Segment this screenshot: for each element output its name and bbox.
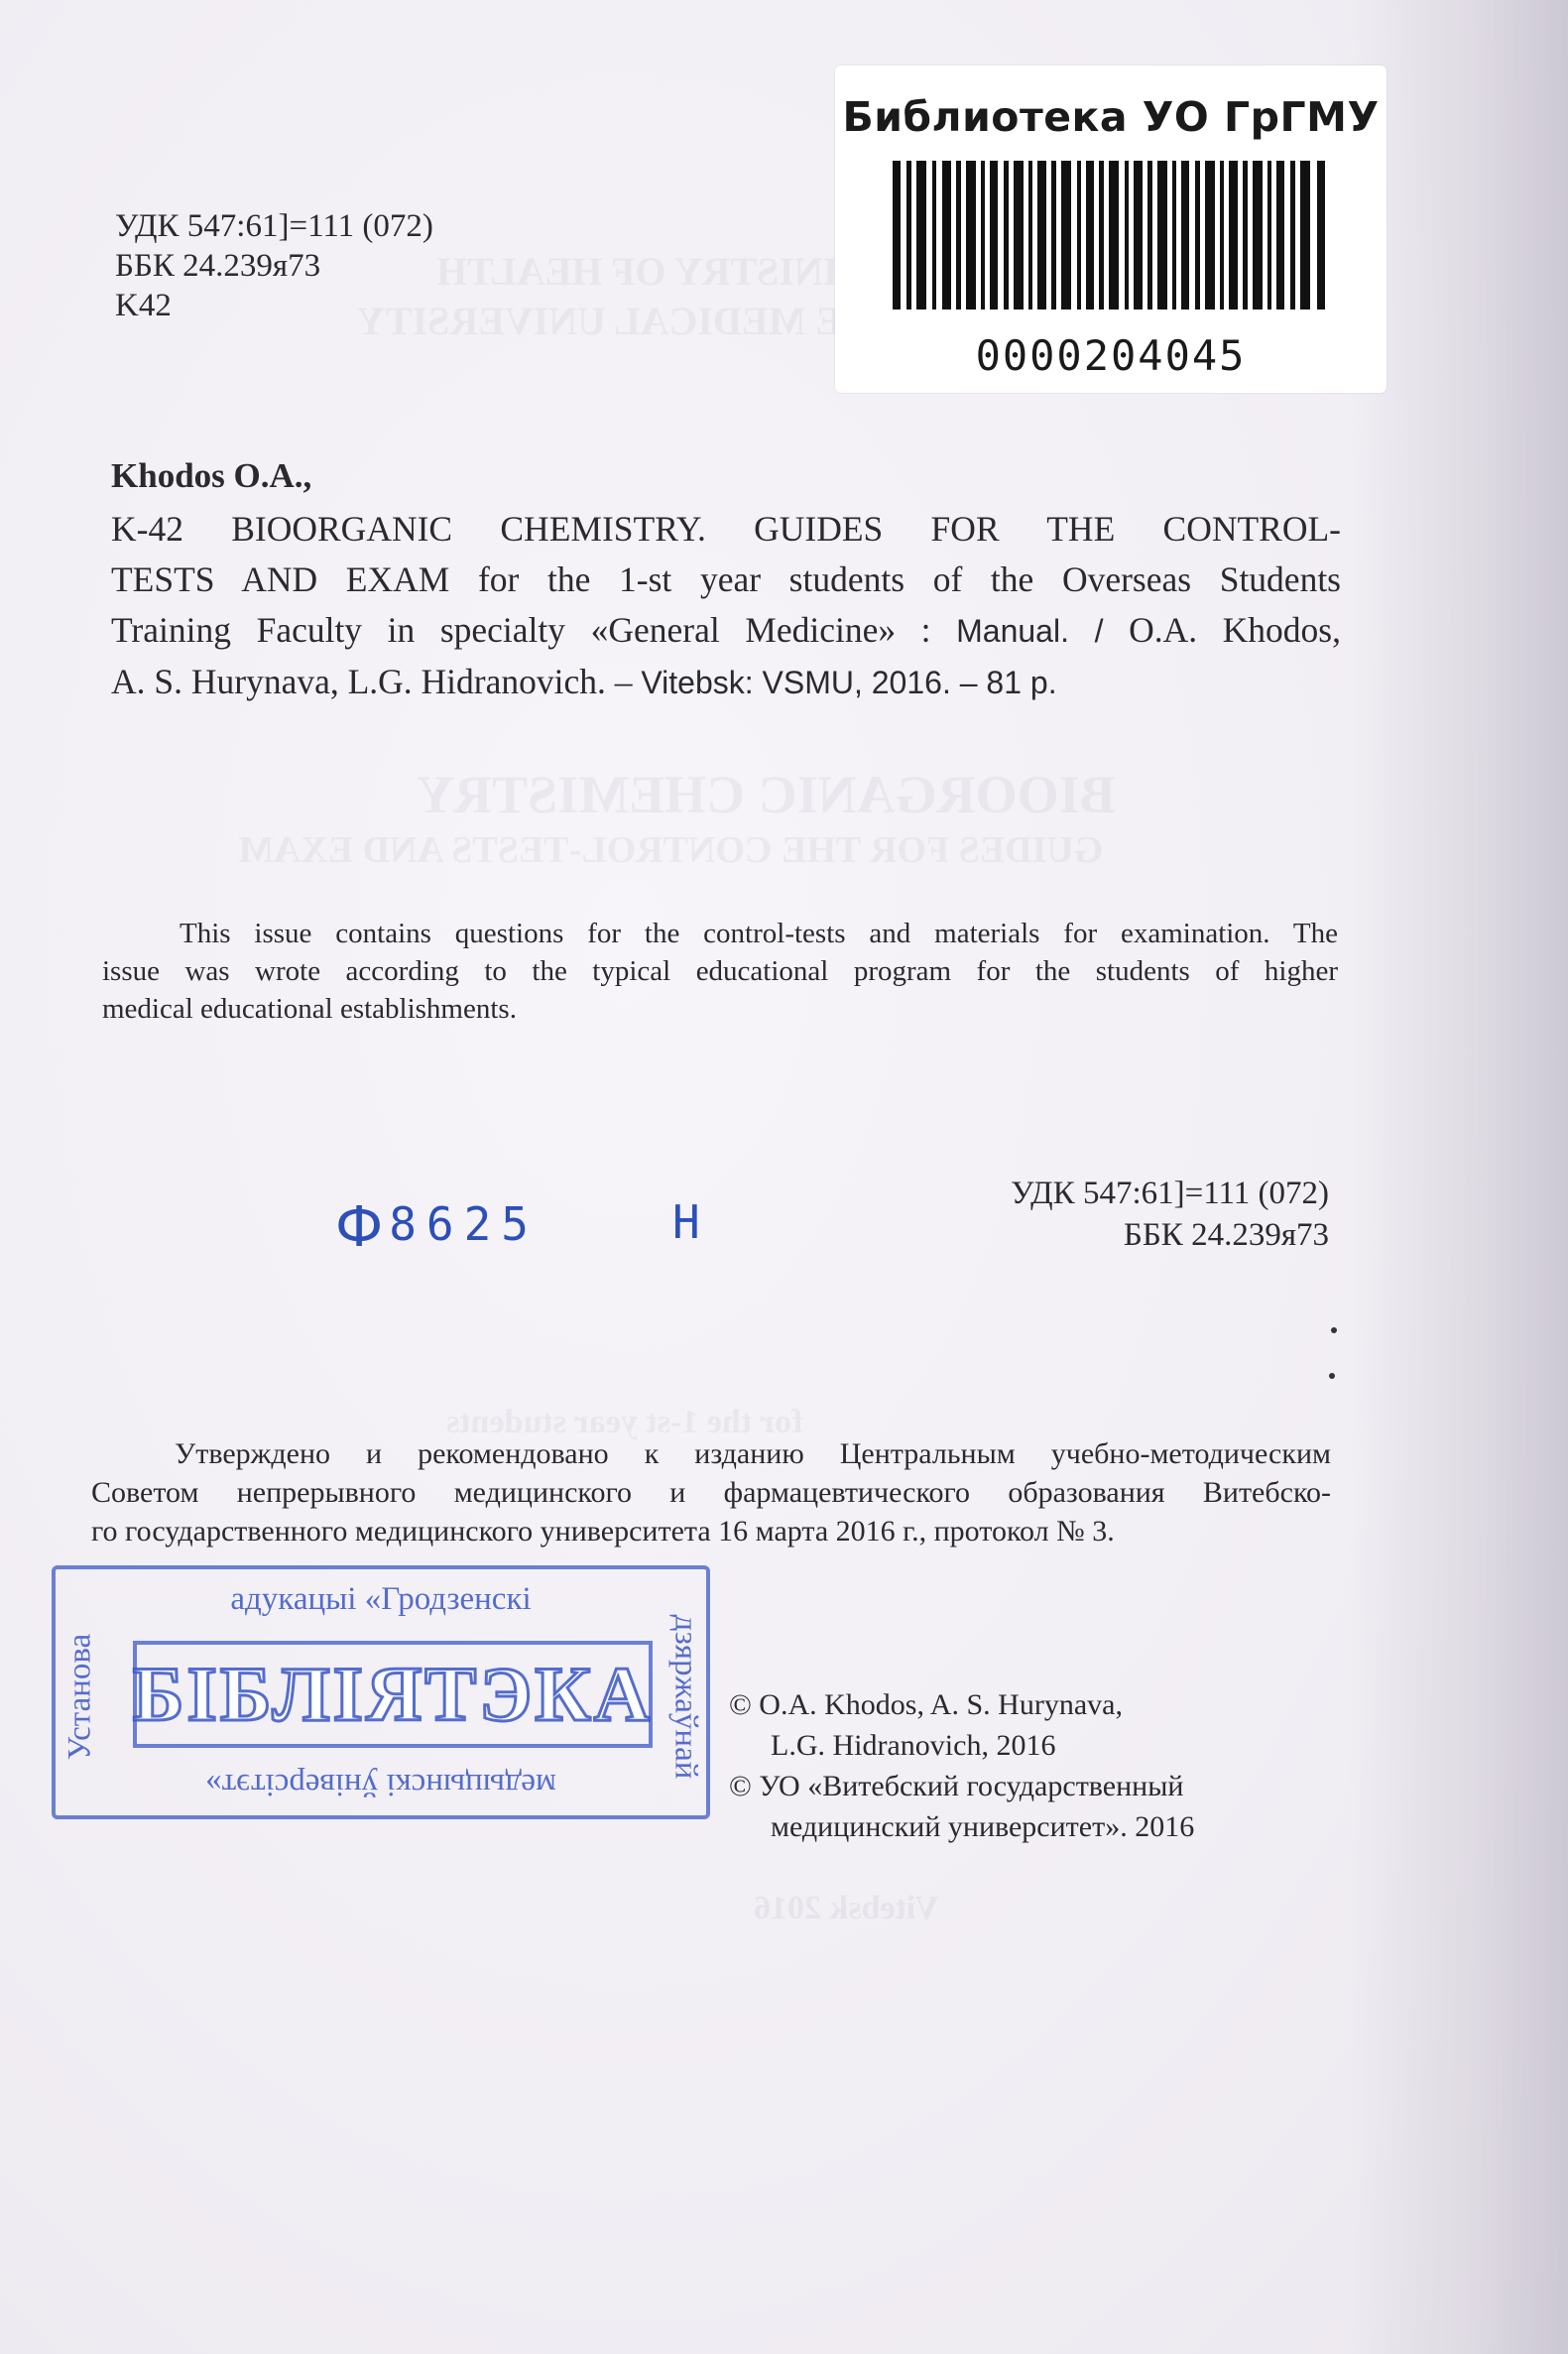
library-stamp-left: Установа (61, 1633, 98, 1761)
approval-line-2: Советом непрерывного медицинского и фармацевтического образования Витебско- (91, 1476, 1331, 1509)
bbk-code: ББК 24.239я73 (115, 248, 321, 284)
udk-code: УДК 547:61]=111 (072) (115, 208, 433, 244)
classification-top (115, 206, 433, 325)
speck-2 (1329, 1373, 1335, 1379)
bib-line-4-imprint: Vitebsk: VSMU, 2016. – 81 p. (641, 665, 1057, 700)
book-page: MINISTRY OF HEALTH VITEBSK STATE MEDICAL UNIVERSITY BIOORGANIC CHEMISTRY GUIDES FOR THE CONTROL-TESTS AND EXAM for the 1-st year students Vitebsk 2016 Библиотека УО ГрГМУ 0000204045 УДК 547:61]=111 (072) ББК 24.239я73 K42 Khodos O.A., K-42 BIOORGANIC CHEMISTRY. GUIDES FOR THE CONTROL- TESTS AND EXAM for the 1-st year students of the Overseas Students Training Faculty in specialty «General Medicine» : Manual. / O.A. Khodos, A. S. Hurynava, L.G. Hidranovich. – Vitebsk: VSMU, 2016. – 81 p. This issue contains questions for the control-tests and materials for examination. The issue was wrote according to the typical educational program for the students of higher medical educational establishments. УДК 547:61]=111 (072) ББК 24.239я73 Ф 8625 Н Утверждено и рекомендовано к изданию Центральным учебно-методическим Советом непрерывного медицинского и фармацевтического образования Витебско- го государственного медицинского университета 16 марта 2016 г., протокол № 3. адукацыі «Гродзенскі Установа дзяржаўнай БІБЛІЯТЭКА медыцынскі ўніверсітэт» © O.A. Khodos, A. S. Hurynava, L.G. Hidranovich, 2016 © УО «Витебский государственный медицинский университет». 2016 (0, 0, 1568, 2354)
library-stamp-frame (133, 1641, 653, 1748)
inventory-stamp (335, 1195, 700, 1285)
copyright-line-3: © УО «Витебский государственный (729, 1770, 1184, 1802)
bib-line-4 (111, 657, 1341, 708)
bib-line-3-type: Manual. / (956, 613, 1130, 649)
copyright-line-4: медицинский университет». 2016 (771, 1810, 1195, 1843)
library-stamp-top: адукацыі «Гродзенскі (230, 1581, 532, 1617)
library-stamp (52, 1565, 710, 1819)
abstract-line-1: This issue contains questions for the control-tests and materials for examination. The (180, 918, 1338, 949)
bibliographic-description (111, 504, 1341, 708)
library-stamp-bottom: медыцынскі ўніверсітэт» (205, 1767, 556, 1802)
bib-line-2: TESTS AND EXAM for the 1-st year students of the Overseas Students (111, 559, 1341, 599)
inventory-number: 8625 (389, 1197, 539, 1251)
approval-line-3: го государственного медицинского университета 16 марта 2016 г., протокол № 3. (91, 1515, 1115, 1548)
author-mark: K42 (115, 288, 172, 323)
speck-1 (1331, 1327, 1337, 1333)
bib-line-3-author: O.A. Khodos, (1129, 610, 1341, 650)
library-barcode-label (835, 65, 1387, 393)
abstract-line-2: issue was wrote according to the typical educational program for the students of higher (102, 955, 1338, 987)
barcode-bars (893, 161, 1329, 310)
bib-line-4-authors: A. S. Hurynava, L.G. Hidranovich. – (111, 662, 642, 701)
library-stamp-main: БІБЛІЯТЭКА (132, 1651, 654, 1737)
library-stamp-right: дзяржаўнай (667, 1614, 704, 1780)
author-heading: Khodos O.A., (111, 456, 312, 495)
bib-line-3 (111, 605, 1341, 657)
bbk-code-right: ББК 24.239я73 (1123, 1217, 1329, 1253)
abstract (102, 915, 1338, 1028)
classification-right (932, 1173, 1329, 1256)
copyright-line-1: © O.A. Khodos, A. S. Hurynava, (729, 1688, 1123, 1721)
barcode-number: 0000204045 (975, 331, 1247, 380)
bib-line-3-title: Training Faculty in specialty «General Medicine» : (111, 610, 957, 650)
copyright-line-2: L.G. Hidranovich, 2016 (771, 1729, 1056, 1762)
udk-code-right: УДК 547:61]=111 (072) (1011, 1176, 1329, 1211)
inventory-mark: Н (672, 1195, 700, 1249)
abstract-line-3: medical educational establishments. (102, 993, 517, 1025)
copyright-block (729, 1684, 1194, 1847)
bib-line-1: K-42 BIOORGANIC CHEMISTRY. GUIDES FOR THE CONTROL- (111, 509, 1341, 549)
inventory-prefix: Ф (335, 1195, 384, 1260)
barcode-library-name: Библиотека УО ГрГМУ (842, 93, 1380, 141)
approval-note (91, 1434, 1331, 1550)
approval-line-1: Утверждено и рекомендовано к изданию Центральным учебно-методическим (175, 1437, 1331, 1470)
